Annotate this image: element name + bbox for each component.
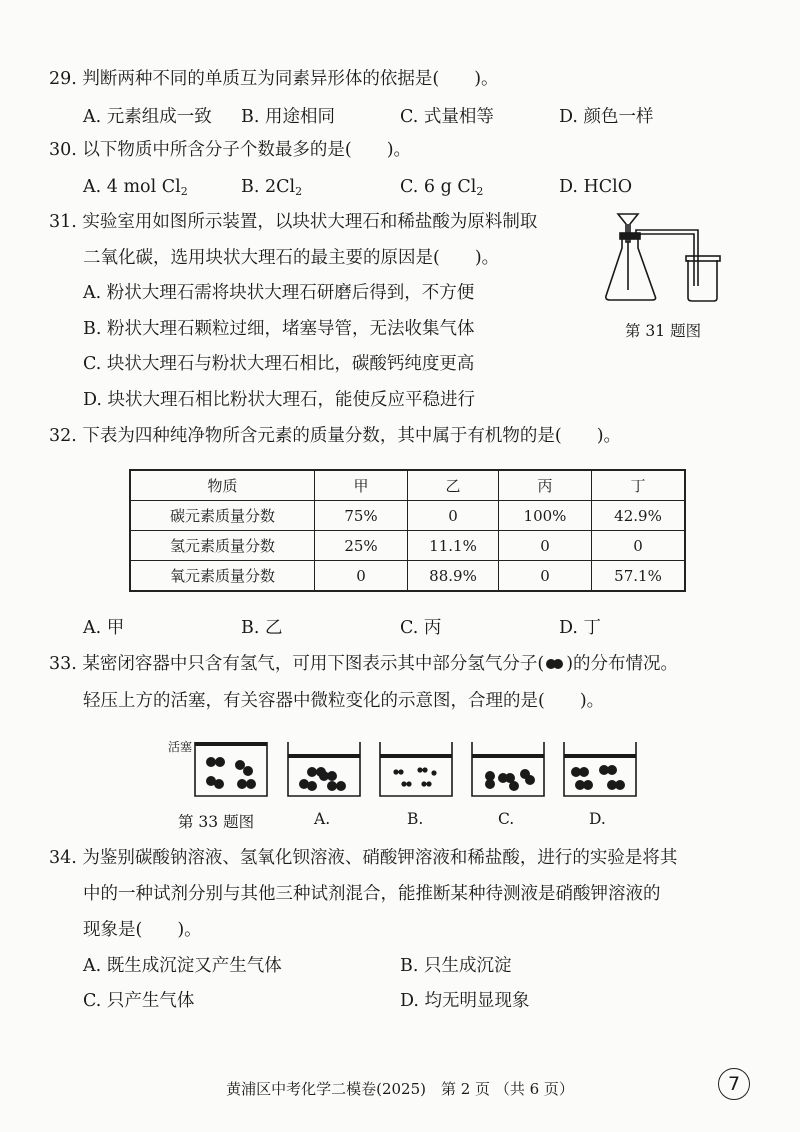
table-cell: 0: [592, 531, 686, 561]
table-row: [130, 561, 685, 592]
q32-option-d: D. 丁: [559, 618, 602, 638]
q33-stem-line1: 33. 某密闭容器中只含有氢气，可用下图表示其中部分氢气分子( )的分布情况。: [49, 654, 679, 674]
hydrogen-molecule-icon: [544, 657, 566, 671]
q31-apparatus-figure: [600, 208, 730, 308]
q31-option-a: A. 粉状大理石需将块状大理石研磨后得到，不方便: [83, 283, 475, 303]
table-cell: 0: [499, 561, 592, 592]
q34-option-b: B. 只生成沉淀: [400, 956, 512, 976]
q30-option-b: B. $2Cl_2$: [241, 177, 303, 198]
table-cell: 88.9%: [408, 561, 499, 592]
q32-mass-table: [129, 469, 686, 592]
q33-option-d-container: [562, 740, 638, 798]
table-cell: 0: [408, 501, 499, 531]
table-cell: 氢元素质量分数: [130, 531, 315, 561]
table-header: 物质: [130, 470, 315, 501]
q31-stem-line1: 31. 实验室用如图所示装置，以块状大理石和稀盐酸为原料制取: [49, 212, 538, 232]
q33-option-a-container: [286, 740, 362, 798]
table-row: [130, 531, 685, 561]
q34-option-a: A. 既生成沉淀又产生气体: [83, 956, 282, 976]
q34-stem-line1: 34. 为鉴别碳酸钠溶液、氢氧化钡溶液、硝酸钾溶液和稀盐酸，进行的实验是将其: [49, 848, 678, 868]
q32-option-c: C. 丙: [400, 618, 442, 638]
q31-option-c: C. 块状大理石与粉状大理石相比，碳酸钙纯度更高: [83, 354, 475, 374]
q33-caption-b: B.: [407, 810, 424, 828]
q31-option-b: B. 粉状大理石颗粒过细，堵塞导管，无法收集气体: [83, 319, 475, 339]
table-row: [130, 501, 685, 531]
q33-stem-line2: 轻压上方的活塞，有关容器中微粒变化的示意图，合理的是( )。: [83, 691, 605, 711]
table-cell: 0: [315, 561, 408, 592]
q29-stem: 29. 判断两种不同的单质互为同素异形体的依据是( )。: [49, 69, 499, 89]
q33-figure-container: [193, 740, 269, 798]
q32-option-a: A. 甲: [83, 618, 125, 638]
table-cell: 75%: [315, 501, 408, 531]
table-cell: 11.1%: [408, 531, 499, 561]
q33-figure-caption: 第 33 题图: [178, 813, 255, 831]
table-header: 丁: [592, 470, 686, 501]
table-cell: 碳元素质量分数: [130, 501, 315, 531]
q34-stem-line2: 中的一种试剂分别与其他三种试剂混合，能推断某种待测液是硝酸钾溶液的: [83, 884, 661, 904]
table-cell: 100%: [499, 501, 592, 531]
page-badge: 7: [718, 1068, 750, 1100]
table-header-row: [130, 470, 685, 501]
piston-label: 活塞: [168, 740, 193, 754]
table-header: 乙: [408, 470, 499, 501]
q34-stem-line3: 现象是( )。: [83, 920, 202, 940]
q30-option-c: C. 6 g $Cl_2$: [400, 177, 484, 198]
q30-option-a: A. 4 mol $Cl_2$: [83, 177, 188, 198]
page-footer: 黄浦区中考化学二模卷(2025) 第 2 页 （共 6 页）: [226, 1080, 574, 1098]
q30-option-d: D. HClO: [559, 177, 633, 197]
q29-option-a: A. 元素组成一致: [83, 107, 212, 127]
table-cell: 42.9%: [592, 501, 686, 531]
q33-caption-a: A.: [314, 810, 331, 828]
q31-stem-line2: 二氧化碳，选用块状大理石的最主要的原因是( )。: [83, 248, 500, 268]
q33-option-b-container: [378, 740, 454, 798]
q33-caption-d: D.: [589, 810, 606, 828]
q29-option-c: C. 式量相等: [400, 107, 494, 127]
table-header: 甲: [315, 470, 408, 501]
table-cell: 氧元素质量分数: [130, 561, 315, 592]
q29-option-d: D. 颜色一样: [559, 107, 654, 127]
q34-option-d: D. 均无明显现象: [400, 991, 530, 1011]
table-cell: 0: [499, 531, 592, 561]
q33-caption-c: C.: [498, 810, 515, 828]
q32-option-b: B. 乙: [241, 618, 283, 638]
q31-figure-caption: 第 31 题图: [625, 322, 702, 340]
q33-option-c-container: [470, 740, 546, 798]
table-cell: 25%: [315, 531, 408, 561]
q29-option-b: B. 用途相同: [241, 107, 335, 127]
q31-option-d: D. 块状大理石相比粉状大理石，能使反应平稳进行: [83, 390, 476, 410]
q34-option-c: C. 只产生气体: [83, 991, 195, 1011]
table-cell: 57.1%: [592, 561, 686, 592]
table-header: 丙: [499, 470, 592, 501]
q30-stem: 30. 以下物质中所含分子个数最多的是( )。: [49, 140, 412, 160]
q32-stem: 32. 下表为四种纯净物所含元素的质量分数，其中属于有机物的是( )。: [49, 426, 622, 446]
